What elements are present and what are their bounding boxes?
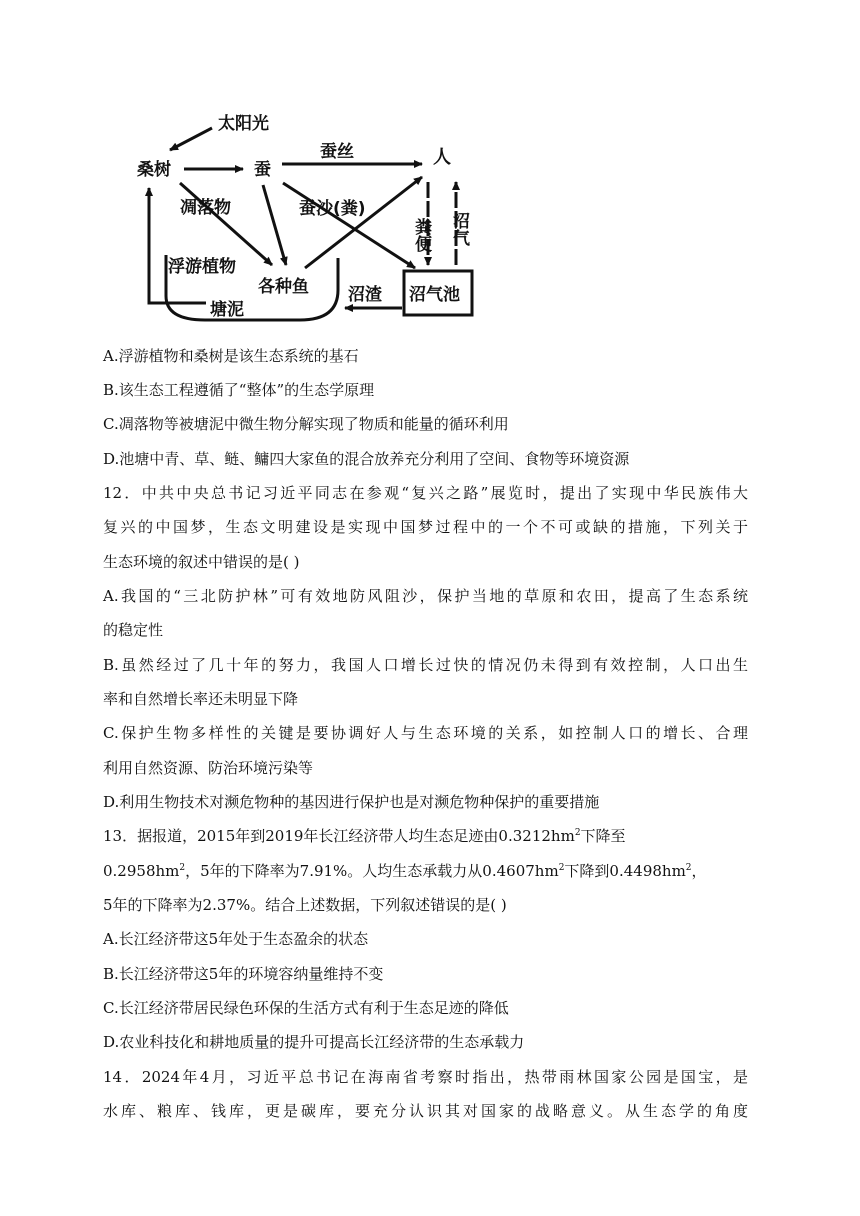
q12-option-b-line-1: B.虽然经过了几十年的努力，我国人口增长过快的情况仍未得到有效控制，人口出生 (103, 656, 748, 674)
q13-option-d: D.农业科技化和耕地质量的提升可提高长江经济带的生态承载力 (103, 1033, 525, 1051)
feces-label: 粪便 (411, 218, 431, 252)
q13-line2-a: 0.2958hm (103, 862, 180, 880)
q12-option-c-line-1: C.保护生物多样性的关键是要协调好人与生态环境的关系，如控制人口的增长、合理 (103, 724, 748, 742)
q14-stem-line-1: 14．2024年4月，习近平总书记在海南省考察时指出，热带雨林国家公园是国宝，是 (103, 1068, 748, 1086)
human-label: 人 (433, 147, 451, 168)
q13-line2-d: ， (691, 862, 707, 880)
q13-stem-line-2 (103, 861, 707, 881)
q12-stem-line-2: 复兴的中国梦，生态文明建设是实现中国梦过程中的一个不可或缺的措施，下列关于 (103, 518, 748, 536)
silkworm-label: 蚕 (254, 160, 271, 180)
mulberry-label: 桑树 (137, 160, 171, 180)
litter-label: 凋落物 (180, 198, 231, 218)
q13-line2-b: ，5年的下降率为7.91%。人均生态承载力从0.4607hm (185, 862, 559, 880)
q12-stem-line-1: 12．中共中央总书记习近平同志在参观“复兴之路”展览时，提出了实现中华民族伟大 (103, 484, 748, 502)
pond-mud-label: 塘泥 (210, 300, 244, 320)
biogas-label: 沼气 (449, 212, 469, 246)
q11-option-c: C.凋落物等被塘泥中微生物分解实现了物质和能量的循环利用 (103, 415, 509, 433)
arrow-silkworm-to-fish (263, 185, 286, 265)
silkworm-waste-label: 蚕沙(粪) (299, 199, 366, 219)
arrow-silkworm-to-digester (283, 183, 415, 268)
digester-label: 沼气池 (409, 285, 460, 305)
q14-stem-line-2: 水库、粮库、钱库，更是碳库，要充分认识其对国家的战略意义。从生态学的角度 (103, 1102, 748, 1120)
plankton-label: 浮游植物 (168, 257, 236, 277)
q12-option-a-line-1: A.我国的“三北防护林”可有效地防风阻沙，保护当地的草原和农田，提高了生态系统 (103, 587, 748, 605)
sun-label: 太阳光 (218, 114, 269, 134)
q13-line1-text: 13．据报道，2015年到2019年长江经济带人均生态足迹由0.3212hm (103, 827, 575, 845)
q12-stem-line-3: 生态环境的叙述中错误的是( ) (103, 553, 300, 571)
residue-label: 沼渣 (348, 285, 382, 305)
ecosystem-diagram (0, 0, 860, 330)
arrow-litter-to-fish (180, 183, 272, 265)
q11-option-b: B.该生态工程遵循了“整体”的生态学原理 (103, 381, 375, 399)
q12-option-a-line-2: 的稳定性 (103, 621, 164, 639)
q13-option-a: A.长江经济带这5年处于生态盈余的状态 (103, 930, 369, 948)
q11-option-d: D.池塘中青、草、鲢、鳙四大家鱼的混合放养充分利用了空间、食物等环境资源 (103, 450, 630, 468)
q13-line2-c: 下降到0.4498hm (564, 862, 686, 880)
q12-option-b-line-2: 率和自然增长率还未明显下降 (103, 690, 299, 708)
arrow-sun-to-mulberry (170, 128, 212, 150)
q13-stem-line-1 (103, 826, 626, 846)
fish-label: 各种鱼 (258, 277, 309, 297)
q13-line1-end: 下降至 (580, 827, 626, 845)
q13-line2-c-sup: 2 (685, 863, 692, 873)
q13-stem-line-3: 5年的下降率为2.37%。结合上述数据，下列叙述错误的是( ) (103, 896, 507, 914)
q13-option-c: C.长江经济带居民绿色环保的生活方式有利于生态足迹的降低 (103, 999, 509, 1017)
silk-label: 蚕丝 (320, 142, 354, 162)
q12-option-d: D.利用生物技术对濒危物种的基因进行保护也是对濒危物种保护的重要措施 (103, 793, 600, 811)
q13-line2-b-sup: 2 (558, 863, 565, 873)
q13-line1-sup: 2 (574, 828, 581, 838)
q13-line2-a-sup: 2 (179, 863, 186, 873)
q12-option-c-line-2: 利用自然资源、防治环境污染等 (103, 759, 314, 777)
q11-option-a: A.浮游植物和桑树是该生态系统的基石 (103, 347, 359, 365)
arrow-fish-to-human (305, 177, 422, 268)
q13-option-b: B.长江经济带这5年的环境容纳量维持不变 (103, 965, 384, 983)
